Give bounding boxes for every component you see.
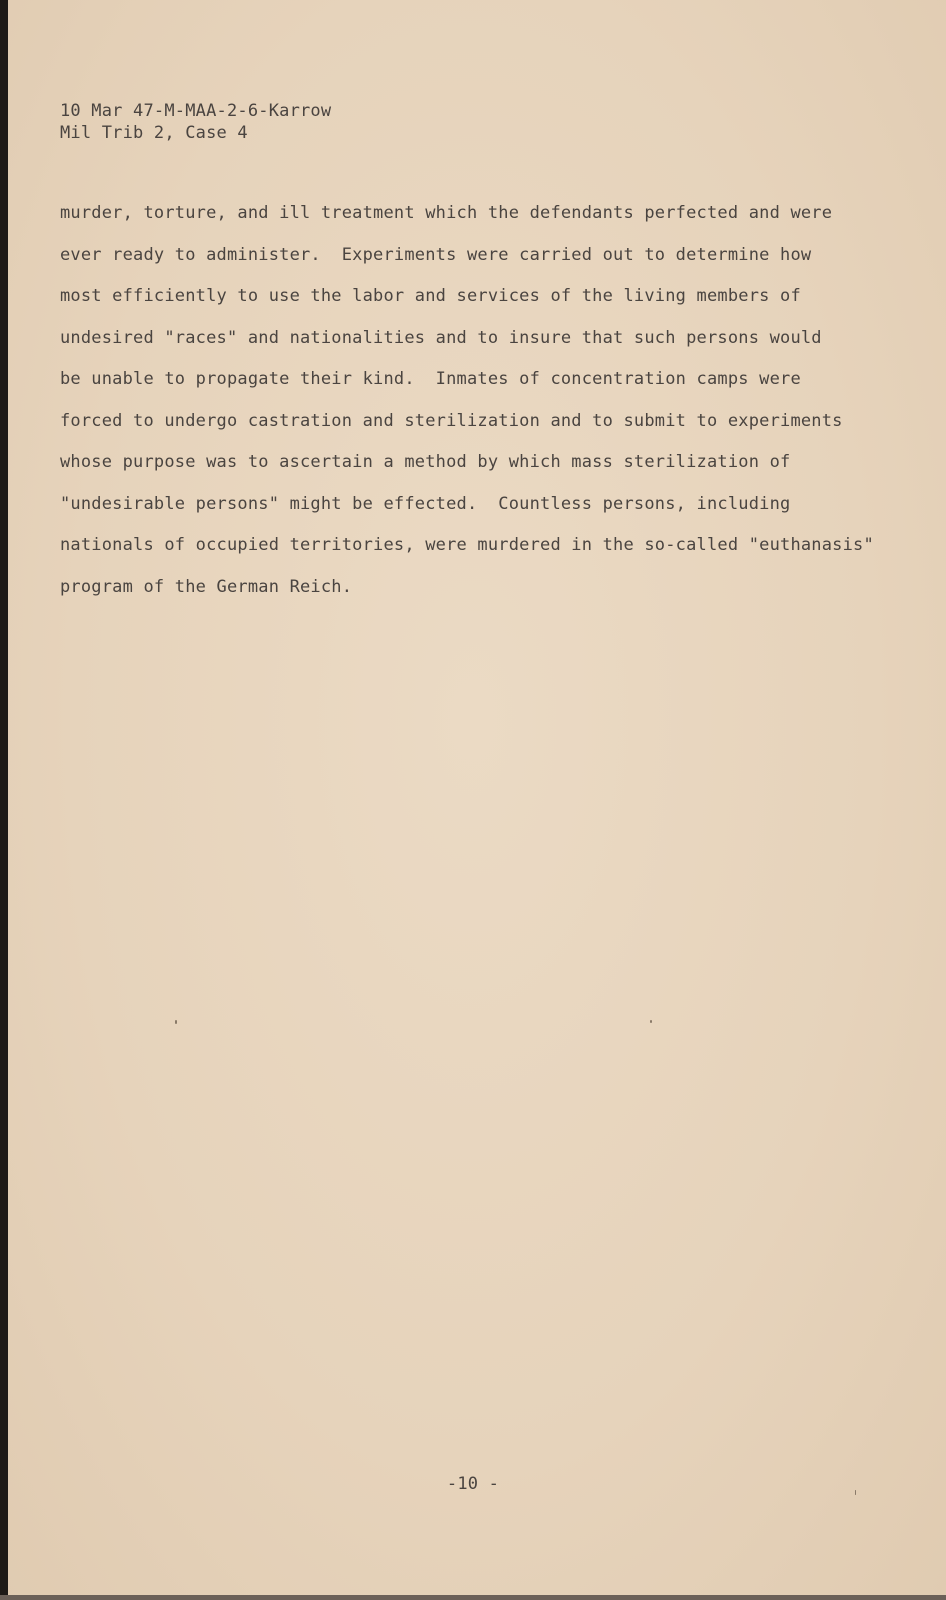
body-line: whose purpose was to ascertain a method by which mass sterilization of xyxy=(60,452,791,472)
paper-speck xyxy=(175,1020,177,1024)
header-reference-line: 10 Mar 47-M-MAA-2-6-Karrow xyxy=(60,101,332,121)
document-header xyxy=(60,100,331,144)
body-line: undesired "races" and nationalities and to insure that such persons would xyxy=(60,327,822,348)
body-line: ever ready to administer. Experiments were carried out to determine how xyxy=(60,244,812,265)
scan-edge-left xyxy=(0,0,8,1600)
body-line: murder, torture, and ill treatment which the defendants perfected and were xyxy=(60,203,833,223)
body-line: nationals of occupied territories, were murdered in the so-called "euthanasis" xyxy=(60,535,874,555)
body-line: be unable to propagate their kind. Inmates of concentration camps were xyxy=(60,369,801,389)
body-paragraph xyxy=(60,204,920,619)
body-line: "undesirable persons" might be effected. Countless persons, including xyxy=(60,493,791,514)
body-line: forced to undergo castration and sterilization and to submit to experiments xyxy=(60,410,843,431)
paper-speck xyxy=(650,1020,652,1023)
body-line: most efficiently to use the labor and services of the living members of xyxy=(60,286,801,306)
body-line: program of the German Reich. xyxy=(60,576,353,597)
header-tribunal-line: Mil Trib 2, Case 4 xyxy=(60,123,248,143)
scan-edge-bottom xyxy=(0,1595,946,1600)
page-number: -10 - xyxy=(446,1474,500,1494)
